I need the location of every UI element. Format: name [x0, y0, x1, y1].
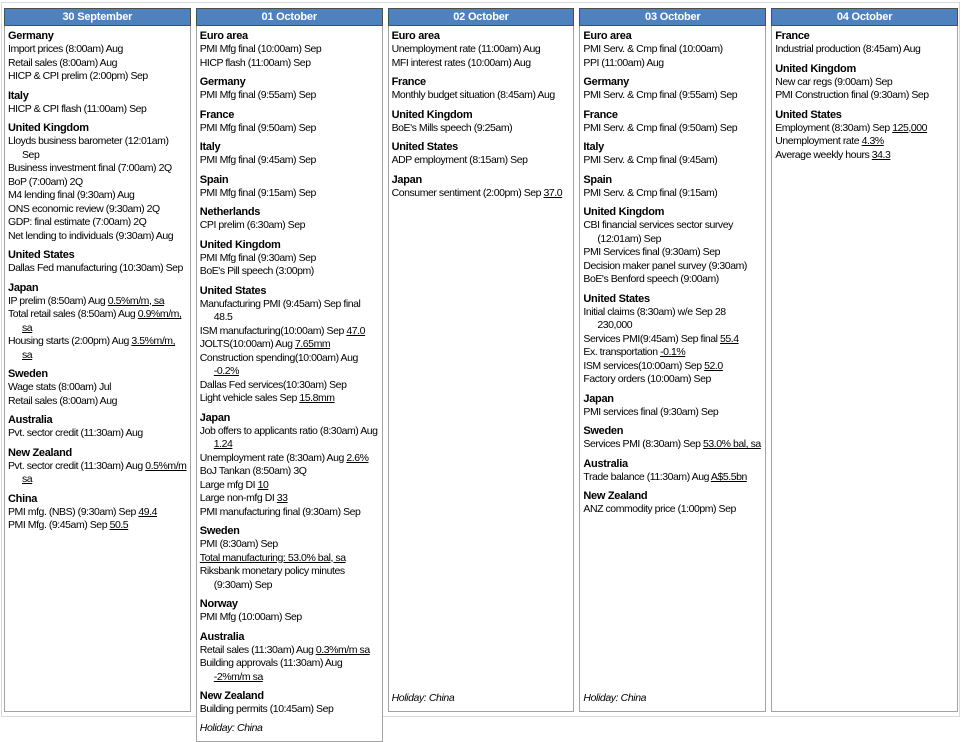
- country-section: [775, 108, 954, 163]
- event-value: 37.0: [543, 186, 563, 199]
- country-section: [200, 173, 379, 201]
- country-label: United Kingdom: [391, 108, 473, 121]
- date-header: 30 September: [4, 8, 191, 26]
- event-item: Net lending to individuals (9:30am) Aug: [8, 229, 174, 242]
- country-section: [392, 75, 571, 103]
- event-value: 0.5%m/m sa: [22, 459, 187, 485]
- event-item: PMI Mfg final (9:30am) Sep: [199, 251, 316, 264]
- event-item: PMI Serv. & Cmp final (9:50am) Sep: [583, 121, 738, 134]
- country-label: United States: [391, 141, 458, 153]
- country-label: United Kingdom: [199, 238, 281, 251]
- country-label: Japan: [391, 173, 422, 186]
- country-label: Japan: [583, 392, 614, 405]
- event-item: PPI (11:00am) Aug: [583, 56, 664, 69]
- event-item: Dallas Fed manufacturing (10:30am) Sep: [8, 262, 183, 274]
- event-item: Wage stats (8:00am) Jul: [8, 381, 112, 393]
- event-item: CPI prelim (6:30am) Sep: [199, 219, 305, 231]
- country-label: France: [775, 30, 810, 42]
- event-item: Unemployment rate (8:30am) Aug 2.6%: [199, 451, 369, 464]
- country-section: [583, 75, 762, 103]
- event-item: PMI manufacturing final (9:30am) Sep: [199, 505, 361, 518]
- event-item: Retail sales (8:00am) Aug: [8, 394, 117, 407]
- event-item: ADP employment (8:15am) Sep: [391, 154, 528, 166]
- country-label: United Kingdom: [8, 122, 89, 134]
- event-item: Trade balance (11:30am) Aug A$5.5bn: [583, 470, 747, 483]
- event-item: PMI Mfg (10:00am) Sep: [199, 611, 302, 623]
- country-section: [583, 205, 762, 287]
- country-label: United States: [583, 292, 650, 305]
- country-section: [200, 597, 379, 625]
- country-label: United Kingdom: [775, 62, 856, 75]
- event-item: Retail sales (11:30am) Aug 0.3%m/m sa: [199, 643, 370, 656]
- event-value: 52.0: [704, 359, 723, 372]
- event-item: Consumer sentiment (2:00pm) Sep 37.0: [391, 186, 563, 199]
- country-section: [392, 29, 571, 70]
- country-section: [8, 281, 187, 363]
- event-value: 55.4: [720, 332, 739, 345]
- country-label: Australia: [199, 630, 245, 643]
- country-label: Euro area: [199, 30, 248, 42]
- event-item: Building permits (10:45am) Sep: [199, 703, 334, 715]
- event-item: GDP: final estimate (7:00am) 2Q: [8, 216, 147, 228]
- event-item: ISM services(10:00am) Sep 52.0: [583, 359, 723, 372]
- event-item: Job offers to applicants ratio (8:30am) Aug 1.24: [199, 424, 378, 450]
- country-section: [200, 238, 379, 279]
- event-item: PMI Mfg final (9:55am) Sep: [199, 89, 316, 101]
- event-item: M4 lending final (9:30am) Aug: [8, 189, 135, 201]
- event-item: Pvt. sector credit (11:30am) Aug: [8, 427, 143, 439]
- country-label: Australia: [8, 414, 53, 426]
- event-item: Industrial production (8:45am) Aug: [775, 43, 921, 55]
- event-item: Services PMI(9:45am) Sep final 55.4: [583, 332, 739, 345]
- event-item: Pvt. sector credit (11:30am) Aug 0.5%m/m sa: [8, 459, 187, 485]
- event-item: ISM manufacturing(10:00am) Sep 47.0: [199, 324, 365, 337]
- event-item: Business investment final (7:00am) 2Q: [8, 162, 172, 174]
- event-item: Unemployment rate (11:00am) Aug: [391, 43, 541, 55]
- event-item: ANZ commodity price (1:00pm) Sep: [583, 503, 736, 515]
- event-item: PMI Construction final (9:30am) Sep: [775, 89, 929, 101]
- event-value: A$5.5bn: [710, 470, 747, 483]
- event-item: Building approvals (11:30am) Aug -2%m/m sa: [199, 657, 343, 683]
- event-value: -2%m/m sa: [213, 670, 263, 683]
- country-label: United States: [199, 284, 267, 297]
- event-item: JOLTS(10:00am) Aug 7.65mm: [199, 338, 331, 350]
- event-value: 47.0: [346, 324, 365, 337]
- country-section: [392, 108, 571, 136]
- country-section: [200, 411, 379, 520]
- event-item: Ex. transportation -0.1%: [583, 346, 686, 358]
- event-item: PMI Mfg final (9:45am) Sep: [199, 154, 316, 166]
- country-label: France: [391, 76, 426, 88]
- country-label: Sweden: [8, 368, 48, 380]
- event-item: IP prelim (8:50am) Aug 0.5%m/m, sa: [8, 294, 165, 307]
- event-item: Total retail sales (8:50am) Aug 0.9%m/m, sa: [8, 308, 182, 334]
- country-label: Italy: [583, 141, 604, 153]
- event-item: PMI (8:30am) Sep: [199, 538, 278, 550]
- country-section: [200, 29, 379, 70]
- country-section: [583, 489, 762, 517]
- country-label: Germany: [8, 30, 54, 42]
- event-item: PMI Serv. & Cmp final (9:15am): [583, 186, 718, 199]
- event-value: Total manufacturing: 53.0% bal, sa: [199, 551, 346, 564]
- event-value: 49.4: [138, 505, 157, 518]
- country-section: [583, 29, 762, 70]
- country-section: [200, 140, 379, 168]
- holiday-note: Holiday: China: [583, 692, 647, 704]
- date-header: 01 October: [196, 8, 383, 26]
- country-section: [8, 248, 187, 276]
- country-label: United Kingdom: [583, 206, 665, 218]
- country-label: Euro area: [391, 30, 440, 42]
- country-section: [8, 121, 187, 243]
- event-item: PMI Serv. & Cmp final (9:45am): [583, 154, 718, 166]
- country-section: [200, 524, 379, 592]
- country-label: Spain: [199, 173, 229, 186]
- country-section: [8, 29, 187, 84]
- event-value: 50.5: [109, 519, 129, 531]
- event-item: Factory orders (10:00am) Sep: [583, 373, 711, 385]
- country-section: [583, 424, 762, 452]
- column-body: [579, 26, 766, 712]
- country-section: [583, 292, 762, 387]
- calendar-column: [579, 8, 766, 712]
- event-item: Dallas Fed services(10:30am) Sep: [199, 378, 347, 391]
- event-value: 34.3: [871, 148, 891, 161]
- event-item: Light vehicle sales Sep 15.8mm: [199, 392, 335, 404]
- country-label: New Zealand: [583, 490, 648, 502]
- event-item: Large non-mfg DI 33: [199, 492, 288, 504]
- event-item: ONS economic review (9:30am) 2Q: [8, 202, 160, 215]
- event-value: 1.24: [213, 438, 233, 450]
- country-label: Germany: [583, 76, 629, 88]
- event-item: PMI Mfg final (10:00am) Sep: [199, 43, 322, 55]
- country-label: Spain: [583, 173, 612, 186]
- event-item: BoP (7:00am) 2Q: [8, 175, 83, 188]
- event-item: PMI mfg. (NBS) (9:30am) Sep 49.4: [8, 505, 157, 518]
- event-item: [200, 552, 379, 566]
- country-section: [200, 75, 379, 103]
- calendar-column: [4, 8, 191, 712]
- country-label: New Zealand: [199, 690, 264, 702]
- country-label: Italy: [8, 89, 29, 102]
- country-label: Norway: [199, 598, 238, 610]
- event-item: Monthly budget situation (8:45am) Aug: [391, 89, 555, 101]
- event-item: PMI Serv. & Cmp final (10:00am): [583, 43, 723, 55]
- country-label: China: [8, 492, 38, 505]
- country-section: [8, 367, 187, 408]
- event-item: BoJ Tankan (8:50am) 3Q: [199, 465, 307, 477]
- country-label: New Zealand: [8, 446, 72, 459]
- calendar-column: [388, 8, 575, 712]
- event-value: 2.6%: [346, 451, 369, 464]
- event-item: HICP flash (11:00am) Sep: [199, 56, 311, 69]
- column-body: [4, 26, 191, 712]
- event-item: PMI Mfg. (9:45am) Sep 50.5: [8, 519, 129, 531]
- country-section: [583, 108, 762, 136]
- country-section: [8, 446, 187, 487]
- event-item: PMI Serv. & Cmp final (9:55am) Sep: [583, 89, 738, 101]
- event-value: 10: [257, 478, 269, 491]
- country-label: Sweden: [199, 525, 240, 537]
- event-item: PMI services final (9:30am) Sep: [583, 405, 719, 418]
- event-item: Manufacturing PMI (9:45am) Sep final 48.5: [199, 297, 361, 323]
- event-value: 4.3%: [861, 135, 884, 147]
- country-label: Japan: [199, 411, 231, 424]
- country-label: Germany: [199, 76, 246, 88]
- event-value: 53.0% bal, sa: [703, 438, 761, 450]
- event-item: Retail sales (8:00am) Aug: [8, 56, 117, 69]
- country-section: [200, 205, 379, 233]
- country-label: Sweden: [583, 425, 624, 437]
- event-value: 3.5%m/m, sa: [22, 335, 176, 361]
- country-section: [583, 392, 762, 420]
- date-header: 04 October: [771, 8, 958, 26]
- event-item: BoE's Pill speech (3:00pm): [199, 265, 314, 277]
- event-item: Housing starts (2:00pm) Aug 3.5%m/m, sa: [8, 335, 176, 361]
- event-item: Construction spending(10:00am) Aug -0.2%: [199, 351, 358, 377]
- country-section: [775, 62, 954, 103]
- economic-calendar: [4, 8, 958, 734]
- country-label: Australia: [583, 457, 628, 470]
- holiday-note: Holiday: China: [391, 692, 455, 704]
- event-value: 0.5%m/m, sa: [107, 294, 165, 307]
- country-section: [200, 108, 379, 136]
- event-value: 33: [276, 492, 288, 504]
- country-section: [392, 140, 571, 168]
- event-value: 0.9%m/m, sa: [22, 308, 182, 334]
- event-item: BoE's Benford speech (9:00am): [583, 273, 719, 285]
- event-item: BoE's Mills speech (9:25am): [391, 121, 513, 134]
- country-label: Euro area: [583, 30, 632, 42]
- event-item: PMI Services final (9:30am) Sep: [583, 246, 720, 258]
- country-section: [392, 173, 571, 201]
- country-section: [583, 173, 762, 201]
- event-value: -0.1%: [660, 346, 686, 358]
- event-item: Employment (8:30am) Sep 125,000: [775, 121, 928, 134]
- country-label: Italy: [199, 141, 221, 153]
- country-section: [8, 89, 187, 117]
- event-value: 15.8mm: [299, 392, 335, 404]
- date-header: 03 October: [579, 8, 766, 26]
- event-item: Riksbank monetary policy minutes (9:30am) Sep: [199, 565, 345, 591]
- column-body: [196, 26, 383, 742]
- event-item: Import prices (8:00am) Aug: [8, 43, 123, 55]
- country-label: France: [583, 108, 618, 121]
- country-section: [583, 457, 762, 485]
- event-item: Large mfg DI 10: [199, 478, 269, 491]
- event-value: -0.2%: [213, 365, 239, 377]
- event-item: Average weekly hours 34.3: [775, 148, 891, 161]
- event-item: Services PMI (8:30am) Sep 53.0% bal, sa: [583, 438, 761, 450]
- country-section: [200, 630, 379, 685]
- event-value: 7.65mm: [294, 338, 331, 350]
- event-item: HICP & CPI prelim (2:00pm) Sep: [8, 70, 148, 82]
- country-section: [200, 284, 379, 406]
- country-section: [8, 492, 187, 533]
- column-body: [771, 26, 958, 712]
- country-label: United States: [775, 108, 842, 121]
- column-body: [388, 26, 575, 712]
- event-item: MFI interest rates (10:00am) Aug: [391, 56, 531, 69]
- event-item: PMI Mfg final (9:15am) Sep: [199, 186, 316, 199]
- country-section: [200, 689, 379, 717]
- event-item: CBI financial services sector survey (12:01am) Sep: [583, 219, 733, 245]
- country-label: Netherlands: [199, 206, 261, 218]
- calendar-column: [196, 8, 383, 734]
- event-item: PMI Mfg final (9:50am) Sep: [199, 121, 316, 134]
- country-label: France: [199, 108, 235, 121]
- event-value: 0.3%m/m sa: [315, 643, 370, 656]
- date-header: 02 October: [388, 8, 575, 26]
- calendar-column: [771, 8, 958, 712]
- event-item: New car regs (9:00am) Sep: [775, 75, 893, 88]
- event-item: Decision maker panel survey (9:30am): [583, 259, 747, 272]
- country-section: [8, 413, 187, 441]
- event-value: 125,000: [892, 121, 928, 134]
- event-item: HICP & CPI flash (11:00am) Sep: [8, 102, 147, 115]
- country-label: United States: [8, 249, 75, 261]
- event-item: Initial claims (8:30am) w/e Sep 28 230,000: [583, 305, 726, 331]
- event-item: Unemployment rate 4.3%: [775, 135, 884, 147]
- event-item: Lloyds business barometer (12:01am) Sep: [8, 135, 169, 161]
- country-section: [775, 29, 954, 57]
- country-label: Japan: [8, 281, 39, 294]
- country-section: [583, 140, 762, 168]
- holiday-note: Holiday: China: [199, 721, 263, 734]
